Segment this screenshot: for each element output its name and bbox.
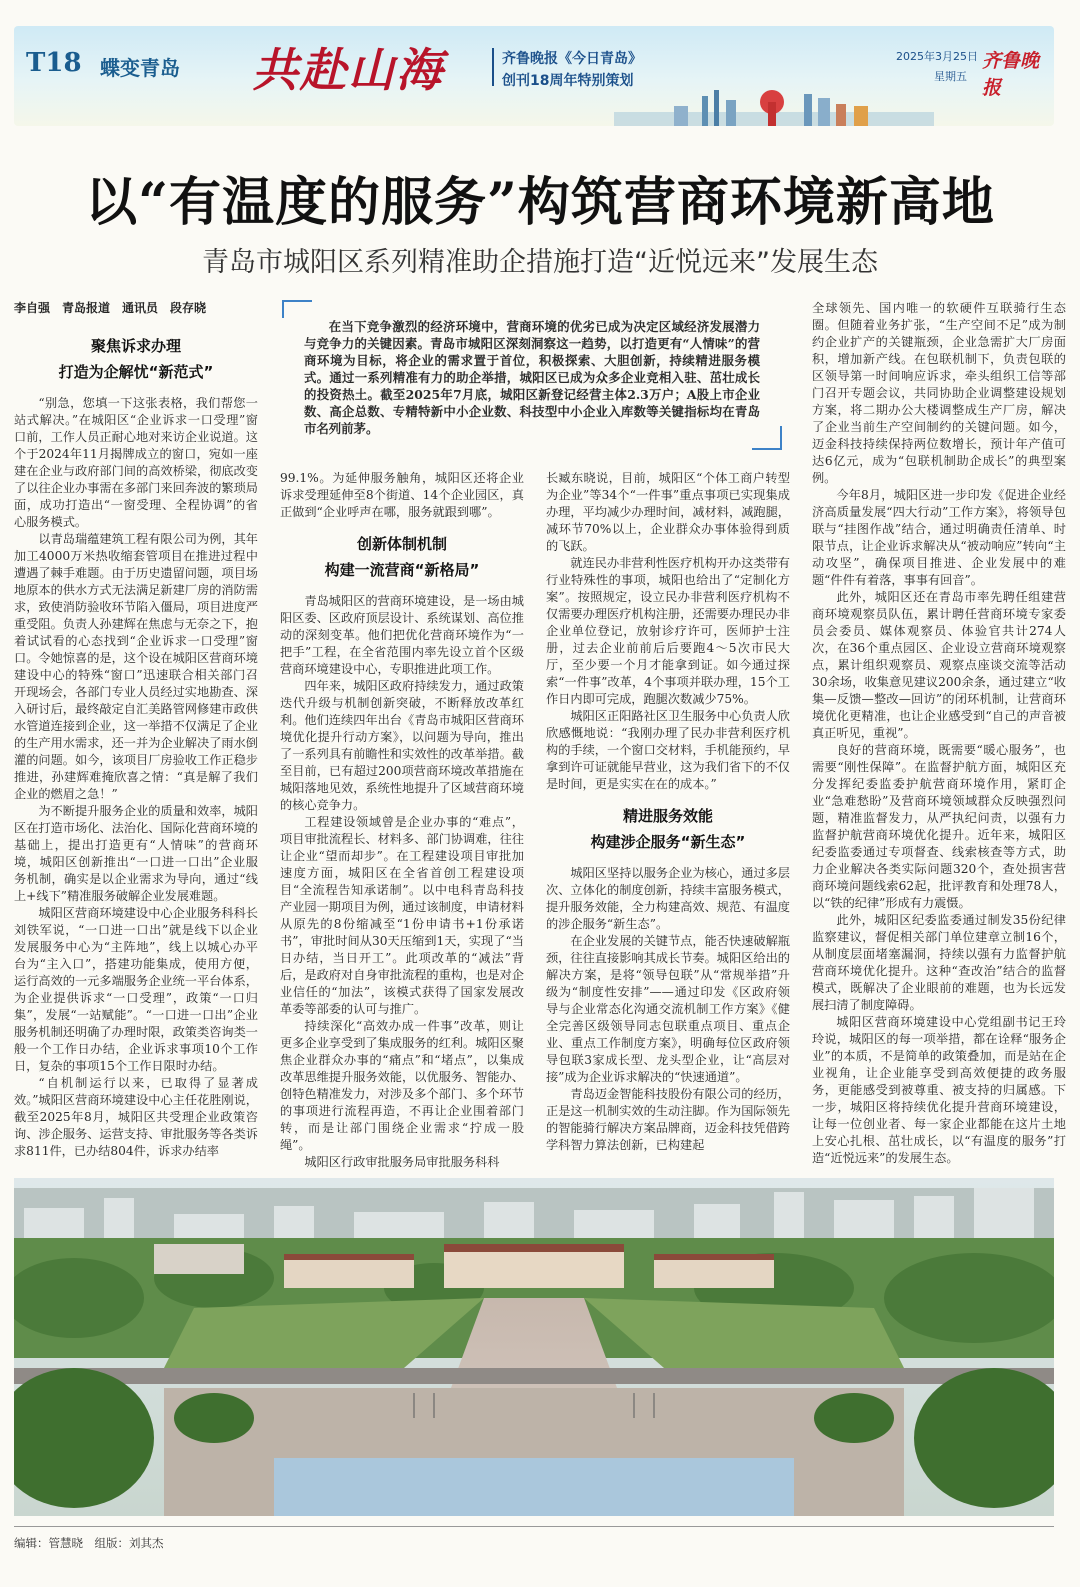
section-heading-line1: 聚焦诉求办理 xyxy=(90,337,181,355)
article-column-3 xyxy=(546,470,790,1154)
paragraph: 城阳区营商环境建设中心党组副书记王玲玲说，城阳区的每一项举措，都在诠释“服务企业”的本质，不是简单的政策叠加，而是站在企业视角，让企业能享受到高效便捷的政务服务，更能感受到被尊重、被支持的归属感。下一步，城阳区将持续优化提升营商环境建设，让每一位创业者、每一家企业都能在这片土地上安心扎根、茁壮成长，以“有温度的服务”打造“近悦远来”的发展生态。 xyxy=(812,1015,1066,1165)
special-calligraphy-title: 共赴山海 xyxy=(252,43,444,97)
paragraph: “别急，您填一下这张表格，我们帮您一站式解决。”在城阳区“企业诉求一口受理”窗口前，工作人员正耐心地对来访企业说道。这个于2024年11月揭牌成立的窗口，宛如一座建在企业与政府部门间的高效桥梁，彻底改变了以往企业办事需在多部门来回奔波的繁琐局面，成功打造出“一窗受理、全程协调”的省心服务模式。 xyxy=(14,396,258,529)
paragraph: 为不断提升服务企业的质量和效率，城阳区在打造市场化、法治化、国际化营商环境的基础上，提出打造更有“人情味”的营商环境，城阳区创新推出“一口进一口出”企业服务机制，确实是以企业需求为导向，通过“线上+线下”精准服务破解企业发展难题。 xyxy=(14,804,258,903)
section-heading-line2: 构建涉企服务“新生态” xyxy=(590,833,746,851)
article-column-2 xyxy=(280,470,524,1171)
paragraph: 全球领先、国内唯一的软硬件互联骑行生态圈。但随着业务扩张，“生产空间不足”成为制约企业扩产的关键瓶颈，企业急需扩大厂房面积，增加新产线。在包联机制下，负责包联的区领导第一时间响应诉求，牵头组织工信等部门召开专题会议，共同协助企业调整建设规划方案，将二期办公大楼调整成生产厂房，解决了企业当前生产空间制约的关键问题。如今，迈金科技持续保持两位数增长，预计年产值可达6亿元，成为“包联机制助企成长”的典型案例。 xyxy=(812,301,1066,485)
byline: 李自强 青岛报道 通讯员 段存晓 xyxy=(14,301,207,315)
section-heading-line1: 创新体制机制 xyxy=(356,535,447,553)
section-name: 蝶变青岛 xyxy=(100,56,180,80)
paragraph: 在企业发展的关键节点，能否快速破解瓶颈，往往直接影响其成长节奏。城阳区给出的解决方案，是将“领导包联”从“常规举措”升级为“制度性安排”——通过印发《区政府领导与企业常态化沟通交流机制工作方案》《健全完善区级领导同志包联重点项目、重点企业、重点工作制度方案》，明确每位区政府领导包联3家成长型、龙头型企业，让“高层对接”成为企业诉求解决的“快速通道”。 xyxy=(546,934,790,1084)
section-heading xyxy=(14,333,258,385)
paragraph: 持续深化“高效办成一件事”改革，则让更多企业享受到了集成服务的红利。城阳区聚焦企业群众办事的“痛点”和“堵点”，以集成改革思维提升服务效能，以优服务、智能办、创特色精准发力，对涉及多个部门、多个环节的事项进行流程再造，不再让企业围着部门转，而是让部门围绕企业需求“拧成一股绳”。 xyxy=(280,1019,524,1152)
aerial-photo-illustration xyxy=(14,1178,1054,1516)
special-edition-line1: 齐鲁晚报《今日青岛》 xyxy=(502,51,642,67)
article-column-4 xyxy=(812,300,1066,1167)
paragraph: 此外，城阳区还在青岛市率先聘任组建营商环境观察员队伍，累计聘任营商环境专家委员会委员、媒体观察员、体验官共计274人次，在36个重点园区、企业设立营商环境观察点，累计组织观察员、观察点座谈交流等活动30余场，收集意见建议200余条，通过建立“收集—反馈—整改—回访”的闭环机制，让营商环境优化更精准，也让企业感受到“自己的声音被真正听见，重视”。 xyxy=(812,590,1066,740)
paragraph: 今年8月，城阳区进一步印发《促进企业经济高质量发展“四大行动”工作方案》，将领导包联与“挂图作战”结合，通过明确责任清单、时限节点，让企业诉求解决从“被动响应”转向“主动攻坚”，确保项目推进、企业发展中的难题“件件有着落，事事有回音”。 xyxy=(812,488,1066,587)
paragraph: 就连民办非营利性医疗机构开办这类带有行业特殊性的事项，城阳也给出了“定制化方案”。按照规定，设立民办非营利医疗机构不仅需要办理医疗机构注册，还需要办理民办非企业单位登记，放射诊疗许可，医师护士注册，过去企业前前后后要跑4～5次市民大厅，至少要一个月才能拿到证。如今通过探索“一件事”改革，4个事项并联办理，15个工作日内即可完成，跑腿次数减少75%。 xyxy=(546,556,790,706)
paragraph: 以青岛瑞蕴建筑工程有限公司为例，其年加工4000万米热收缩套管项目在推进过程中遭遇了棘手难题。由于历史遗留问题，项目场地原本的供水方式无法满足新建厂房的消防需求，致使消防验收环节陷入僵局，项目进度严重受阻。负责人孙建辉在焦虑与无奈之下，抱着试试看的心态找到“企业诉求一口受理”窗口。令她惊喜的是，这个设在城阳区营商环境建设中心的特殊“窗口”迅速联合相关部门召开现场会，各部门专业人员经过实地勘查、深入研讨后，最终敲定自汇美路管网修建市政供水管道连接到企业，这一举措不仅满足了企业的生产用水需求，还一并为企业解决了雨水倒灌的问题。如今，该项目厂房验收工作正稳步推进，孙建辉难掩欣喜之情：“真是解了我们企业的燃眉之急！” xyxy=(14,532,258,801)
page-number: T18 xyxy=(26,48,82,78)
issue-date: 2025年3月25日 xyxy=(896,50,978,63)
paragraph: 城阳区营商环境建设中心企业服务科科长刘铁军说，“一口进一口出”就是线下以企业发展服务中心为“主阵地”，线上以城心办平台为“主入口”，搭建功能集成，使用方便，运行高效的一元多端服务企业统一平台体系，为企业提供诉求“一口受理”，政策“一口归集”，发展“一站赋能”。“一口进一口出”企业服务机制还明确了办理时限，政策类咨询类一般一个工作日办结，企业诉求事项10个工作日，复杂的事项15个工作日限时办结。 xyxy=(14,906,258,1073)
paragraph: 四年来，城阳区政府持续发力，通过政策迭代升级与机制创新突破，不断释放改革红利。他们连续四年出台《青岛市城阳区营商环境优化提升行动方案》，以问题为导向，推出了一系列具有前瞻性和实效性的改革举措。截至目前，已有超过200项营商环境改革措施在城阳落地见效，系统性地提升了区域营商环境的核心竞争力。 xyxy=(280,679,524,812)
section-heading xyxy=(546,803,790,855)
section-heading-line2: 打造为企解忧“新范式” xyxy=(58,363,214,381)
issue-weekday: 星期五 xyxy=(934,70,967,83)
section-heading-line2: 构建一流营商“新格局” xyxy=(324,561,480,579)
header-divider xyxy=(492,48,494,86)
masthead-banner xyxy=(14,26,1054,126)
article-column-1 xyxy=(14,300,258,1160)
paragraph: 青岛迈金智能科技股份有限公司的经历，正是这一机制实效的生动注脚。作为国际领先的智能骑行解决方案品牌商，迈金科技凭借跨学科智力算法创新，已构建起 xyxy=(546,1087,790,1152)
paragraph: 青岛城阳区的营商环境建设，是一场由城阳区委、区政府顶层设计、系统谋划、高位推动的深刻变革。他们把优化营商环境作为“一把手”工程，在全省范围内率先设立首个区级营商环境建设中心，专职推进此项工作。 xyxy=(280,594,524,676)
aerial-city-photo xyxy=(14,1178,1054,1516)
paragraph: 城阳区正阳路社区卫生服务中心负责人欣欣感慨地说：“我刚办理了民办非营利医疗机构的手续，一个窗口交材料，手机能预约，早拿到许可证就能早营业，这为我们省下的不仅是时间，更是实实在在的成本。” xyxy=(546,709,790,791)
skyline-illustration xyxy=(614,86,934,126)
lead-summary xyxy=(282,300,782,450)
paragraph: 长臧东晓说，目前，城阳区“个体工商户转型为企业”等34个“一件事”重点事项已实现集成办理，平均减少办理时间，减材料，减跑腿，减环节70%以上，企业群众办事体验得到质的飞跃。 xyxy=(546,471,790,553)
section-heading-line1: 精进服务效能 xyxy=(622,807,713,825)
paragraph: “自机制运行以来，已取得了显著成效。”城阳区营商环境建设中心主任花胜刚说，截至2025年8月，城阳区共受理企业政策咨询、涉企服务、运营支持、审批服务等各类诉求811件，已办结804件，诉求办结率 xyxy=(14,1076,258,1158)
paragraph: 此外，城阳区纪委监委通过制发35份纪律监察建议，督促相关部门单位建章立制16个，从制度层面堵塞漏洞，持续以强有力监督护航营商环境优化提升。这种“查改治”结合的监督模式，既解决了企业眼前的难题，也为长远发展扫清了制度障碍。 xyxy=(812,913,1066,1012)
footer-rule xyxy=(14,1526,1054,1527)
paragraph: 99.1%。为延伸服务触角，城阳区还将企业诉求受理延伸至8个街道、14个企业园区，真正做到“企业呼声在哪，服务就跟到哪”。 xyxy=(280,471,524,519)
paragraph: 城阳区行政审批服务局审批服务科科 xyxy=(304,1155,500,1169)
paragraph: 城阳区坚持以服务企业为核心，通过多层次、立体化的制度创新，持续丰富服务模式，提升服务效能，全力构建高效、规范、有温度的涉企服务“新生态”。 xyxy=(546,866,790,931)
newspaper-logo: 齐鲁晚报 xyxy=(982,50,1040,99)
subheadline: 青岛市城阳区系列精准助企措施打造“近悦远来”发展生态 xyxy=(202,247,878,278)
paragraph: 良好的营商环境，既需要“暖心服务”，也需要“刚性保障”。在监督护航方面，城阳区充分发挥纪委监委护航营商环境作用，紧盯企业“急难愁盼”及营商环境领域群众反映强烈问题，精准监督发力，从严执纪问责，以强有力监督护航营商环境优化提升。近年来，城阳区纪委监委通过专项督查、线索核查等方式，助力企业解决各类实际问题320个，查处损害营商环境问题线索62起，批评教育和处理78人，以“铁的纪律”形成有力震慑。 xyxy=(812,743,1066,910)
lead-paragraph: 在当下竞争激烈的经济环境中，营商环境的优劣已成为决定区域经济发展潜力与竞争力的关键因素。青岛市城阳区深刻洞察这一趋势，以打造更有“人情味”的营商环境为目标，将企业的需求置于首位，积极探索、大胆创新，持续精进服务模式。通过一系列精准有力的助企举措，城阳区已成为众多企业竞相入驻、茁壮成长的投资热土。截至2025年7月底，城阳区新登记经营主体2.3万户；A股上市企业数、高企总数、专精特新中小企业数、科技型中小企业入库数等关键指标均在青岛市名列前茅。 xyxy=(304,319,760,436)
paragraph: 工程建设领域曾是企业办事的“难点”，项目审批流程长、材料多、部门协调难，往往让企业“望而却步”。在工程建设项目审批加速度方面，城阳区在全省首创工程建设项目“全流程告知承诺制”。以中电科青岛科技产业园一期项目为例，通过该制度，申请材料从原先的8份缩减至“1份申请书+1份承诺书”，审批时间从30天压缩到1天，实现了“当日办结，当日开工”。此项改革的“减法”背后，是政府对自身审批流程的重构，也是对企业信任的“加法”，该模式获得了国家发展改革委等部委的认可与推广。 xyxy=(280,815,524,1016)
headline: 以“有温度的服务”构筑营商环境新高地 xyxy=(85,172,995,233)
section-heading xyxy=(280,531,524,583)
special-edition-line2: 创刊18周年特别策划 xyxy=(502,73,634,89)
editor-credits: 编辑：管慧晓 组版：刘其杰 xyxy=(14,1536,164,1550)
